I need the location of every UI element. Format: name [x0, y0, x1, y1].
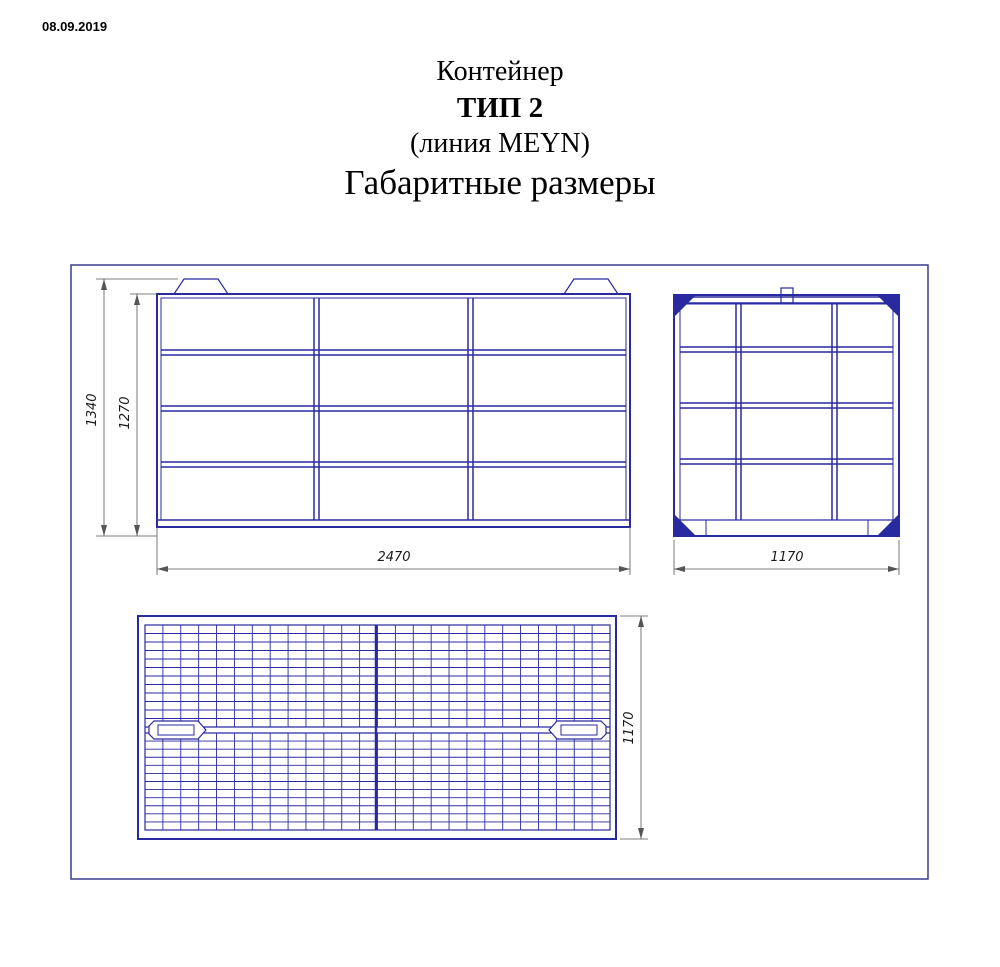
date-label: 08.09.2019: [42, 19, 108, 34]
dim-1170-side: 1170: [770, 550, 804, 565]
dim-1340: 1340: [85, 393, 100, 427]
side-view: [674, 288, 899, 536]
front-view: [157, 279, 630, 527]
title-container: Контейнер: [436, 56, 564, 87]
title-line-name: (линия MEYN): [410, 128, 590, 159]
dim-1170-top: 1170: [622, 711, 637, 745]
top-view: [138, 616, 616, 839]
front-lug-right: [564, 279, 618, 294]
front-dimension-lines: [96, 279, 630, 575]
side-body: [674, 295, 899, 536]
dim-2470: 2470: [377, 550, 411, 565]
dim-1270: 1270: [118, 396, 133, 430]
drawing-frame: [71, 265, 928, 879]
front-lug-left: [174, 279, 228, 294]
title-type: ТИП 2: [456, 92, 544, 124]
title-dimensions: Габаритные размеры: [344, 163, 656, 202]
